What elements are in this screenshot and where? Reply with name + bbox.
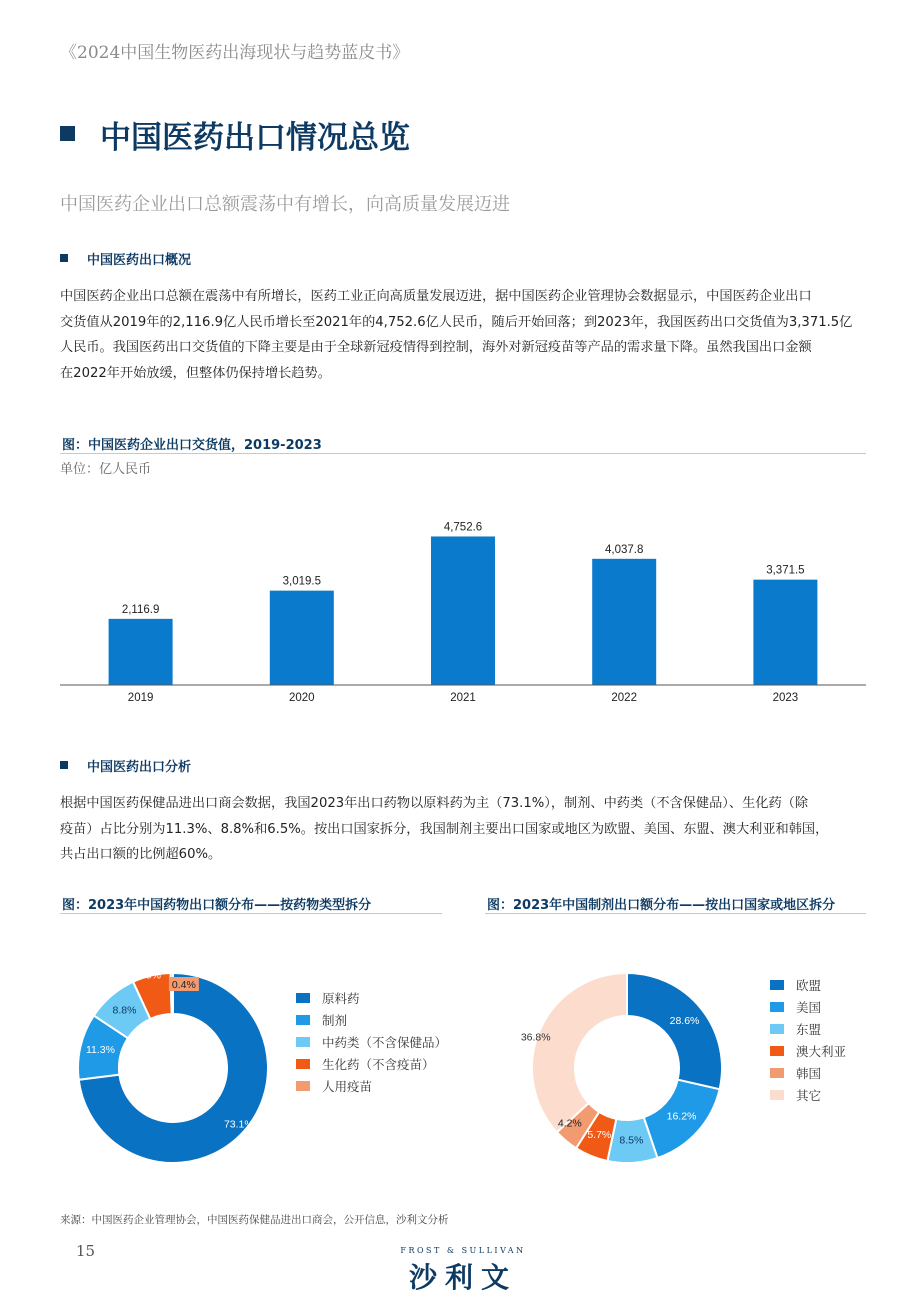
legend-label: 东盟 xyxy=(796,1022,822,1037)
bar xyxy=(270,591,334,685)
paragraph-line: 共占出口额的比例超60%。 xyxy=(60,847,222,862)
donut-slice xyxy=(532,973,627,1132)
legend-label: 原料药 xyxy=(322,991,360,1006)
bar xyxy=(592,559,656,685)
donut-data-label: 11.3% xyxy=(85,1043,115,1056)
legend-item xyxy=(770,1040,846,1062)
paragraph-line: 人民币。我国医药出口交货值的下降主要是由于全球新冠疫情得到控制，海外对新冠疫苗等产品的需求量下降。虽然我国出口金额 xyxy=(60,340,812,355)
legend-label: 生化药（不含疫苗） xyxy=(322,1057,435,1072)
paragraph-line: 交货值从2019年的2,116.9亿人民币增长至2021年的4,752.6亿人民币，随后开始回落；到2023年，我国医药出口交货值为3,371.5亿 xyxy=(60,314,853,330)
legend-swatch xyxy=(770,980,784,990)
donut-data-label: 8.8% xyxy=(112,1004,137,1017)
legend-item xyxy=(770,974,846,996)
figure3-title: 图：2023年中国制剂出口额分布——按出口国家或地区拆分 xyxy=(487,898,836,913)
section-heading-overview: 中国医药出口概况 xyxy=(87,253,192,268)
legend-item xyxy=(296,987,447,1009)
report-header-title: 《2024中国生物医药出海现状与趋势蓝皮书》 xyxy=(60,43,410,63)
legend-item xyxy=(770,1018,846,1040)
brand-logo-english: FROST & SULLIVAN xyxy=(400,1246,526,1255)
donut2-legend xyxy=(770,974,846,1106)
legend-swatch xyxy=(770,1046,784,1056)
figure1-title: 图：中国医药企业出口交货值，2019-2023 xyxy=(62,438,322,453)
legend-label: 欧盟 xyxy=(796,978,822,993)
legend-swatch xyxy=(770,1068,784,1078)
donut-slice xyxy=(627,973,722,1089)
paragraph-line: 根据中国医药保健品进出口商会数据，我国2023年出口药物以原料药为主（73.1%），制剂、中药类（不含保健品）、生化药（除 xyxy=(60,796,808,811)
legend-swatch xyxy=(296,1059,310,1069)
legend-label: 澳大利亚 xyxy=(796,1044,847,1059)
donut-data-label: 5.7% xyxy=(587,1129,612,1142)
legend-label: 美国 xyxy=(796,1000,822,1015)
legend-item xyxy=(296,1031,447,1053)
page-subtitle: 中国医药企业出口总额震荡中有增长，向高质量发展迈进 xyxy=(60,194,510,215)
donut-data-label: 4.2% xyxy=(557,1117,582,1130)
legend-swatch xyxy=(770,1024,784,1034)
section-marker xyxy=(60,761,68,769)
donut-data-label: 16.2% xyxy=(666,1110,697,1123)
paragraph-line: 中国医药企业出口总额在震荡中有所增长，医药工业正向高质量发展迈进，据中国医药企业管理协会数据显示，中国医药企业出口 xyxy=(60,289,812,304)
bar xyxy=(753,580,817,685)
x-tick-label: 2023 xyxy=(772,692,799,704)
paragraph-line: 疫苗）占比分别为11.3%、8.8%和6.5%。按出口国家拆分，我国制剂主要出口国家或地区为欧盟、美国、东盟、澳大利亚和韩国， xyxy=(60,821,829,837)
page-title: 中国医药出口情况总览 xyxy=(100,120,410,156)
legend-swatch xyxy=(296,1015,310,1025)
bar-chart-export-value xyxy=(60,480,868,710)
legend-item xyxy=(770,1084,846,1106)
figure1-rule xyxy=(60,453,866,454)
figure3-rule xyxy=(485,913,866,914)
bar-value-label: 3,019.5 xyxy=(282,575,321,588)
bar-value-label: 4,037.8 xyxy=(605,543,644,556)
legend-swatch xyxy=(296,993,310,1003)
legend-label: 制剂 xyxy=(322,1013,348,1028)
bar xyxy=(109,619,173,685)
legend-swatch xyxy=(770,1002,784,1012)
paragraph-line: 在2022年开始放缓，但整体仍保持增长趋势。 xyxy=(60,365,331,381)
legend-item xyxy=(296,1075,447,1097)
donut-data-label: 36.8% xyxy=(520,1031,551,1044)
donut-data-label: 0.4% xyxy=(171,979,196,992)
legend-swatch xyxy=(296,1037,310,1047)
legend-swatch xyxy=(770,1090,784,1100)
legend-item xyxy=(296,1053,447,1075)
legend-item xyxy=(770,1062,846,1084)
brand-logo-chinese: 沙利文 xyxy=(408,1261,517,1294)
analysis-paragraph xyxy=(60,791,866,868)
bar-value-label: 2,116.9 xyxy=(121,603,160,616)
legend-label: 其它 xyxy=(796,1088,822,1103)
figure1-unit: 单位：亿人民币 xyxy=(60,462,152,477)
legend-label: 中药类（不含保健品） xyxy=(322,1035,448,1050)
legend-label: 韩国 xyxy=(796,1066,822,1081)
legend-swatch xyxy=(296,1081,310,1091)
donut-data-label: 28.6% xyxy=(669,1015,700,1028)
donut-data-label: 8.5% xyxy=(619,1134,644,1147)
x-tick-label: 2020 xyxy=(289,692,315,704)
x-tick-label: 2019 xyxy=(127,692,154,704)
x-tick-label: 2021 xyxy=(450,692,476,704)
donut-chart-export-region xyxy=(510,955,750,1185)
bar-value-label: 3,371.5 xyxy=(766,564,805,577)
donut1-legend xyxy=(296,987,447,1097)
title-square-marker xyxy=(60,126,75,141)
page-number: 15 xyxy=(76,1242,96,1260)
source-note: 来源：中国医药企业管理协会，中国医药保健品进出口商会，公开信息，沙利文分析 xyxy=(60,1214,449,1226)
legend-item xyxy=(296,1009,447,1031)
figure2-rule xyxy=(60,913,442,914)
bar-value-label: 4,752.6 xyxy=(443,521,483,534)
section-marker xyxy=(60,254,68,262)
donut-data-label: 6.5% xyxy=(137,969,161,982)
overview-paragraph xyxy=(60,284,866,386)
donut-data-label: 73.1% xyxy=(223,1118,254,1131)
x-tick-label: 2022 xyxy=(611,692,637,704)
legend-label: 人用疫苗 xyxy=(322,1079,373,1094)
figure2-title: 图：2023年中国药物出口额分布——按药物类型拆分 xyxy=(62,898,372,913)
legend-item xyxy=(770,996,846,1018)
donut-chart-drug-type xyxy=(60,955,300,1185)
bar xyxy=(431,536,495,685)
section-heading-analysis: 中国医药出口分析 xyxy=(87,760,192,775)
